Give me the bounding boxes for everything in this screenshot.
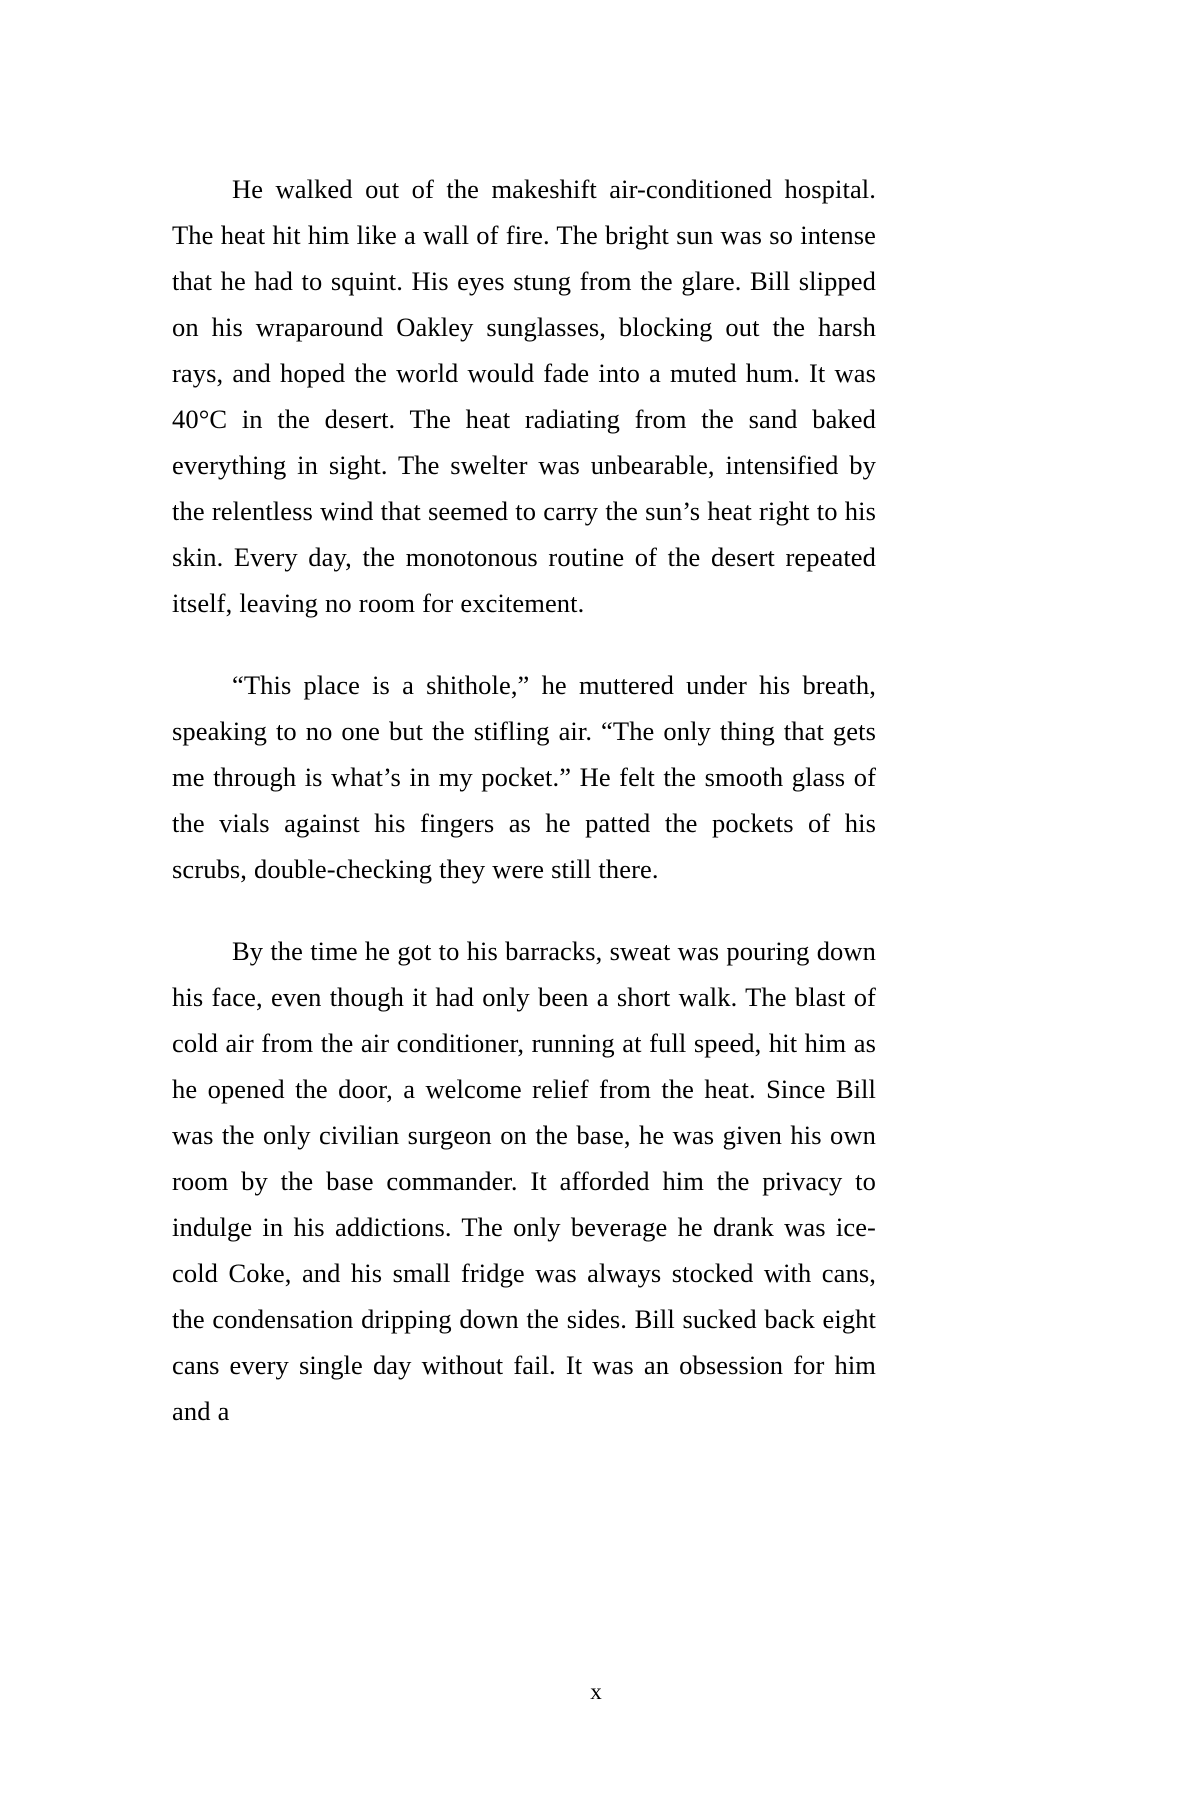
- page-text-body: [172, 166, 876, 1434]
- body-paragraph-2: “This place is a shithole,” he muttered under his breath, speaking to no one but the stifling air. “The only thing that gets me through is what’s in my pocket.” He felt the smooth glass of the vials against his fingers as he patted the pockets of his scrubs, double-checking they were still there.: [172, 670, 876, 884]
- body-paragraph-1: He walked out of the makeshift air-conditioned hospital. The heat hit him like a wall of fire. The bright sun was so intense that he had to squint. His eyes stung from the glare. Bill slipped on his wraparound Oakley sunglasses, blocking out the harsh rays, and hoped the world would fade into a muted hum. It was 40°C in the desert. The heat radiating from the sand baked everything in sight. The swelter was unbearable, intensified by the relentless wind that seemed to carry the sun’s heat right to his skin. Every day, the monotonous routine of the desert repeated itself, leaving no room for excitement.: [172, 174, 876, 618]
- page-number: x: [590, 1679, 602, 1704]
- page-footer: [0, 1678, 1200, 1706]
- body-paragraph-3: By the time he got to his barracks, sweat was pouring down his face, even though it had only been a short walk. The blast of cold air from the air conditioner, running at full speed, hit him as he opened the door, a welcome relief from the heat. Since Bill was the only civilian surgeon on the base, he was given his own room by the base commander. It afforded him the privacy to indulge in his addictions. The only beverage he drank was ice-cold Coke, and his small fridge was always stocked with cans, the condensation dripping down the sides. Bill sucked back eight cans every single day without fail. It was an obsession for him and a: [172, 936, 876, 1426]
